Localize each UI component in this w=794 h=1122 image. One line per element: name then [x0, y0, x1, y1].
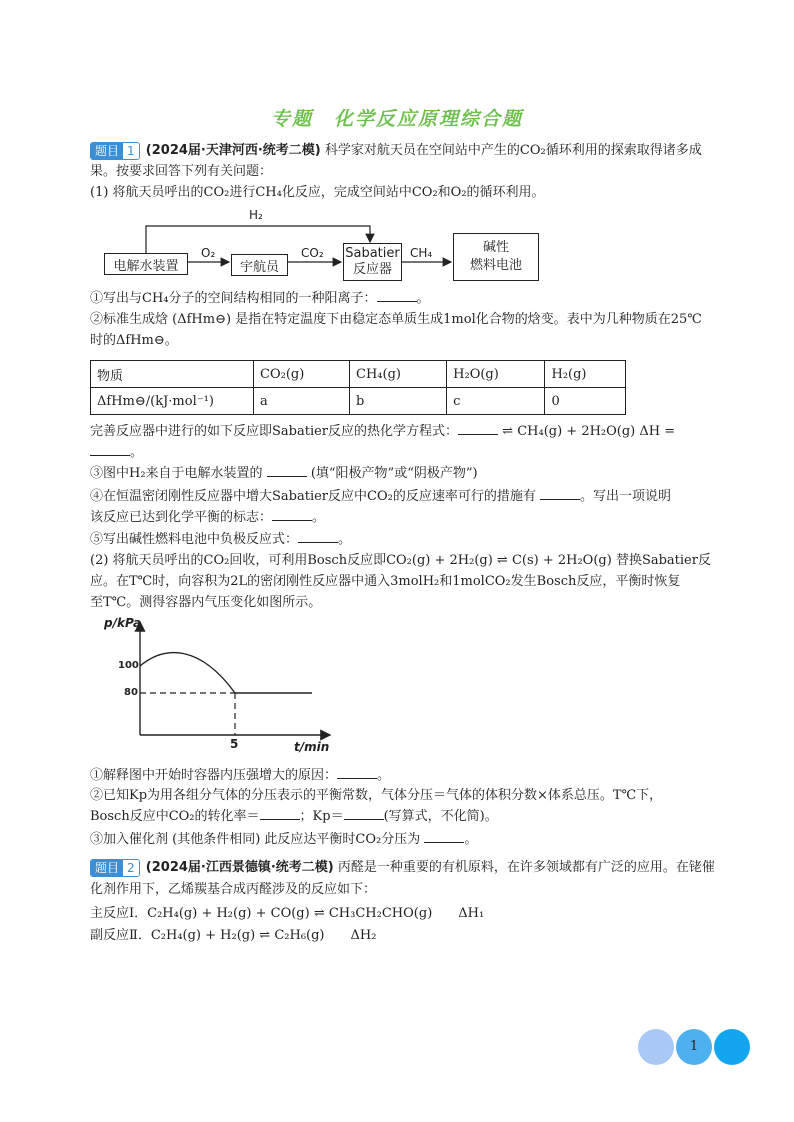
q1-part2-c: 至T℃。测得容器内气压变化如图所示。: [90, 595, 322, 610]
y-tick-100: 100: [118, 660, 139, 671]
q2-reaction1: 主反应Ⅰ．C₂H₄(g) + H₂(g) + CO(g) ⇌ CH₃CH₂CHO(g) ΔH₁: [90, 906, 485, 921]
q1-q2-3: ③加入催化剂 (其他条件相同) 此反应达平衡时CO₂分压为 。: [90, 832, 478, 847]
q1-sub3: ③图中H₂来自于电解水装置的 (填“阳极产物”或“阴极产物”): [90, 466, 478, 481]
q1-sub1: ①写出与CH₄分子的空间结构相同的一种阳离子： 。: [90, 291, 430, 306]
y-tick-80: 80: [124, 687, 138, 698]
dot-dark: [714, 1029, 750, 1065]
q1-intro2: 果。按要求回答下列有关问题：: [90, 164, 273, 179]
q2-badge: 题目 2: [90, 859, 140, 877]
q1-q2-1: ①解释图中开始时容器内压强增大的原因： 。: [90, 768, 391, 783]
q2-intro2: 化剂作用下，乙烯羰基合成丙醛涉及的反应如下：: [90, 882, 377, 897]
ch4-label: CH₄: [410, 246, 433, 260]
table-cell: c: [447, 388, 545, 415]
table-cell: H₂O(g): [447, 361, 545, 388]
q1-intro1: 科学家对航天员在空间站中产生的CO₂循环利用的探索取得诸多成: [324, 143, 702, 158]
q2-source: (2024届·江西景德镇·统考二模): [145, 860, 334, 875]
q1-source: (2024届·天津河西·统考二模): [145, 143, 321, 158]
y-axis-label: p/kPa: [104, 616, 142, 630]
q1-sub2-a: ②标准生成焓 (ΔfHm⊖) 是指在特定温度下由稳定态单质生成1mol化合物的焓变。表中为几种物质在25℃: [90, 312, 702, 327]
co2-label: CO₂: [301, 246, 324, 260]
q1-sub5: ⑤写出碱性燃料电池中负极反应式： 。: [90, 532, 352, 547]
table-cell: H₂(g): [545, 361, 626, 388]
table-cell: 物质: [91, 361, 254, 388]
q1-sub2-c: 完善反应器中进行的如下反应即Sabatier反应的热化学方程式： ⇌ CH₄(g) + 2H₂O(g) ΔH =: [90, 424, 676, 439]
q1-q2-2-a: ②已知Kp为用各组分气体的分压表示的平衡常数，气体分压＝气体的体积分数×体系总压。T℃下，: [90, 788, 663, 803]
table-cell: ΔfHm⊖/(kJ·mol⁻¹): [91, 388, 254, 415]
fuel-cell-line2: 燃料电池: [469, 258, 522, 273]
pressure-curve: [140, 653, 235, 693]
o2-label: O₂: [201, 246, 216, 260]
q1-q2-2-b: Bosch反应中CO₂的转化率＝ ；Kp＝ (写算式，不化简)。: [90, 809, 498, 824]
q1-part1: (1) 将航天员呼出的CO₂进行CH₄化反应，完成空间站中CO₂和O₂的循环利用。: [90, 185, 545, 200]
h2-label: H₂: [249, 208, 263, 222]
astronaut-box: 宇航员: [231, 254, 288, 276]
sabatier-line1: Sabatier: [345, 246, 400, 261]
table-cell: 0: [545, 388, 626, 415]
page-title: 专题 化学反应原理综合题: [270, 108, 523, 130]
q1-sub4-a: ④在恒温密闭刚性反应器中增大Sabatier反应中CO₂的反应速率可行的措施有 。写出一项说明: [90, 489, 671, 504]
electrolysis-box: 电解水装置: [104, 253, 188, 275]
sabatier-line2: 反应器: [352, 262, 392, 277]
q1-sub4-b: 该反应已达到化学平衡的标志： 。: [90, 510, 326, 525]
table-cell: b: [350, 388, 447, 415]
table-cell: CO₂(g): [254, 361, 350, 388]
q1-part2-b: 应。在T℃时，向容积为2L的密闭刚性反应器中通入3molH₂和1molCO₂发生Bosch反应，平衡时恢复: [90, 574, 681, 589]
q1-sub2-d: 。: [90, 443, 143, 463]
q1-sub2-b: 时的ΔfHm⊖。: [90, 333, 178, 348]
x-tick-5: 5: [230, 737, 239, 751]
fuel-cell-line1: 碱性: [482, 240, 509, 255]
x-axis-label: t/min: [294, 740, 330, 754]
dot-light: [638, 1029, 674, 1065]
q1-part2-a: (2) 将航天员呼出的CO₂回收，可利用Bosch反应即CO₂(g) + 2H₂(g) ⇌ C(s) + 2H₂O(g) 替换Sabatier反: [90, 553, 711, 568]
q1-badge: 题目 1: [90, 142, 140, 160]
q2-intro-line1: [90, 858, 715, 878]
q2-reaction2: 副反应Ⅱ．C₂H₄(g) + H₂(g) ⇌ C₂H₆(g) ΔH₂: [90, 928, 377, 943]
table-cell: CH₄(g): [350, 361, 447, 388]
page-number: 1: [689, 1039, 699, 1054]
table-cell: a: [254, 388, 350, 415]
q2-intro1: 丙醛是一种重要的有机原料，在许多领域都有广泛的应用。在铑催: [337, 860, 715, 875]
